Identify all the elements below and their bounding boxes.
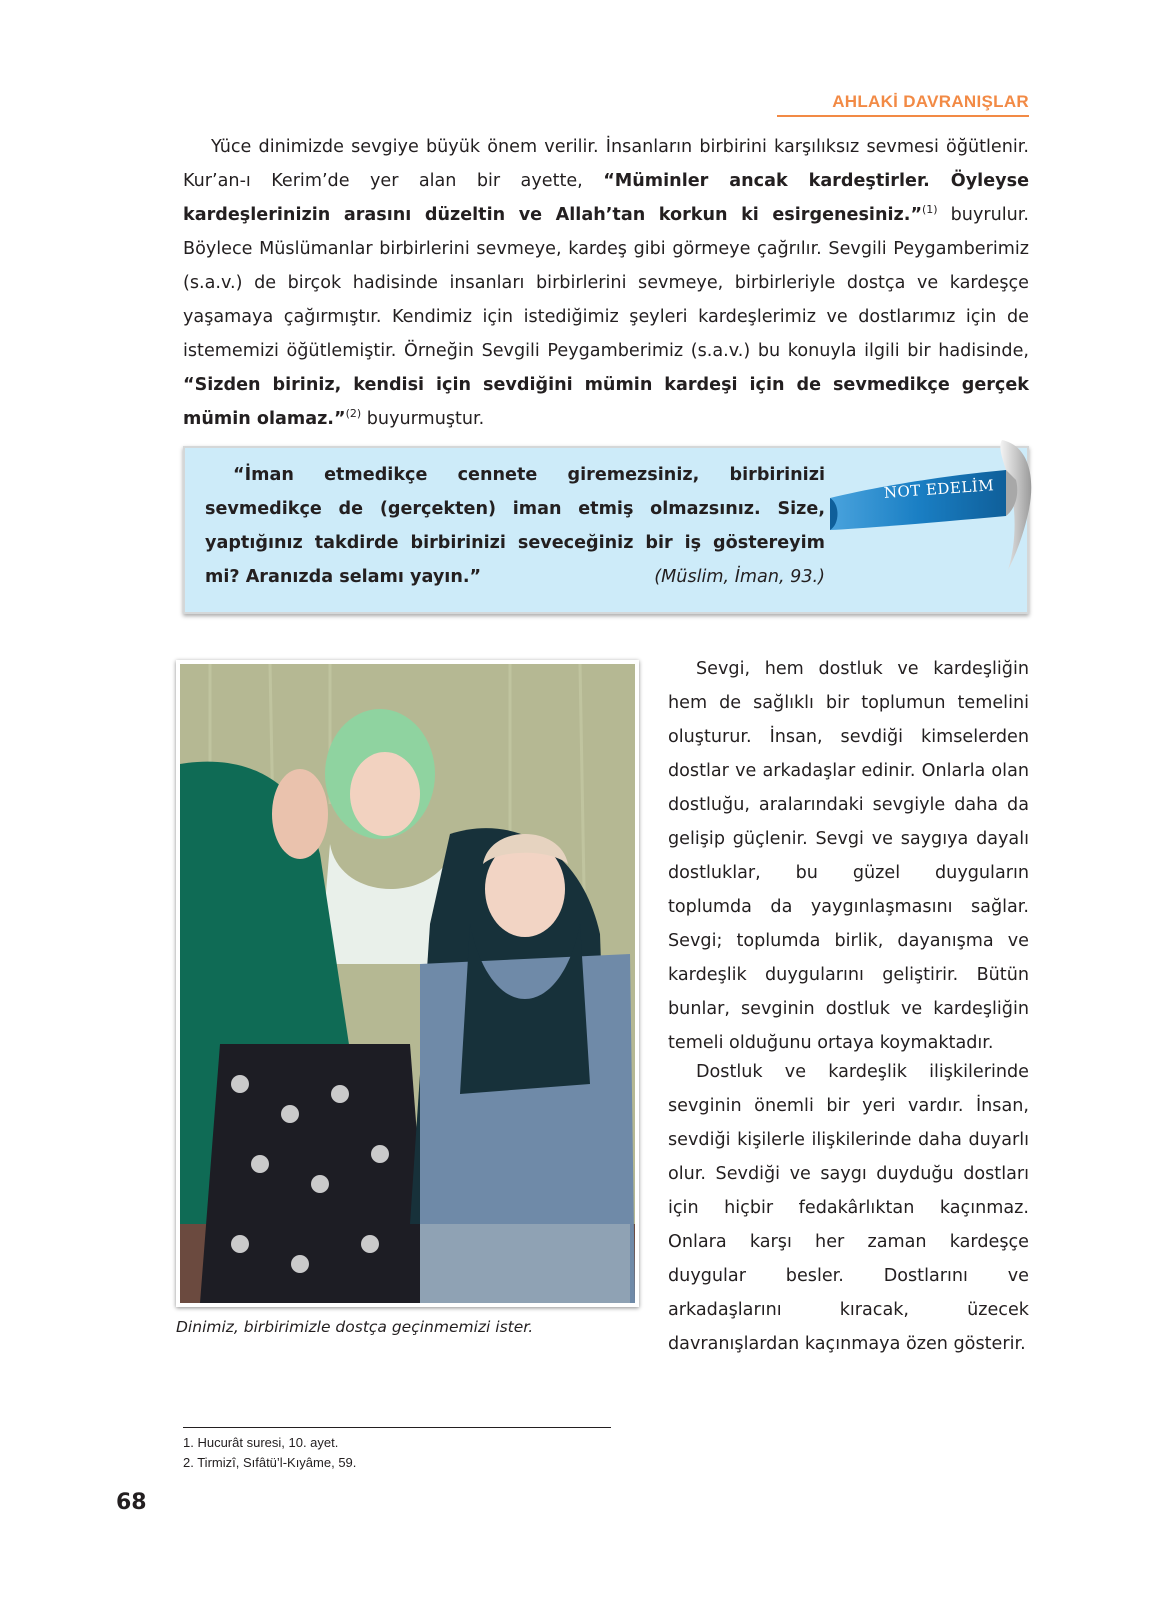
ribbon-banner-icon [830,440,1060,580]
footnote-1: 1. Hucurât suresi, 10. ayet. [183,1435,339,1450]
note-quote: “İman etmedikçe cennete giremezsiniz, birbirinizi sevmedikçe de (gerçekten) iman etmiş olmazsınız. Size, yaptığınız takdirde birbirinizi seveceğiniz bir iş göstereyim mi? Aranızda selamı yayın.” [205,465,825,587]
intro-text-1: Yüce dinimizde sevgiye büyük önem verilir. İnsanların birbirini karşılıksız sevmesi öğütlenir. Kur’an-ı Kerim’de yer alan bir ayette, [183,137,1029,191]
header-rule [777,115,1029,117]
ribbon-label: NOT EDELİM [883,476,995,502]
photo-caption: Dinimiz, birbirimizle dostça geçinmemizi ister. [176,1318,534,1336]
footnote-ref-1: (1) [922,203,938,217]
ayah-quote: “Müminler ancak kardeştirler. Öyleyse kardeşlerinizin arasını düzeltin ve Allah’tan korkun ki esirgenesiniz.” [183,171,1029,225]
intro-text-3: buyurmuştur. [361,409,485,429]
footnote-2: 2. Tirmizî, Sıfâtü’l-Kıyâme, 59. [183,1455,357,1470]
footnote-ref-2: (2) [345,407,362,421]
note-source: (Müslim, İman, 93.) [654,567,825,587]
section-header: AHLAKİ DAVRANIŞLAR [832,92,1029,111]
hadith-quote: “Sizden biriniz, kendisi için sevdiğini mümin kardeşi için de sevmedikçe gerçek mümin olamaz.” [183,375,1029,429]
footnote-rule [183,1427,611,1428]
intro-paragraph [183,130,1029,436]
photo-image-icon [180,664,635,1303]
footnotes [183,1433,356,1473]
photo [176,660,639,1307]
intro-text-2: buyrulur. Böylece Müslümanlar birbirlerini sevmeye, kardeş gibi görmeye çağrılır. Sevgili Peygamberimiz (s.a.v.) de birçok hadisinde insanları birbirlerini sevmeye, birbirleriyle dostça ve kardeşçe yaşamaya çağırmıştır. Kendimiz için istediğimiz şeyleri kardeşlerimiz ve dostlarımız için de istememizi öğütlemiştir. Örneğin Sevgili Peygamberimiz (s.a.v.) bu konuyla ilgili bir hadisinde, [183,205,1029,361]
right-paragraph-2: Dostluk ve kardeşlik ilişkilerinde sevginin önemli bir yeri vardır. İnsan, sevdiği kişilerle ilişkilerinde daha duyarlı olur. Sevdiği ve saygı duyduğu dostları için hiçbir fedakârlıktan kaçınmaz. Onlara karşı her zaman kardeşçe duygular besler. Dostlarını ve arkadaşlarını kıracak, üzecek davranışlardan kaçınmaya özen gösterir. [668,1062,1029,1354]
page-number: 68 [116,1490,147,1515]
right-paragraph-1: Sevgi, hem dostluk ve kardeşliğin hem de sağlıklı bir toplumun temelini oluşturur. İnsan, sevdiği kimselerden dostlar ve arkadaşlar edinir. Onlarla olan dostluğu, aralarındaki sevgiyle daha da gelişip güçlenir. Sevgi ve saygıya dayalı dostluklar, bu güzel duyguların toplumda da yaygınlaşmasını sağlar. Sevgi; toplumda birlik, dayanışma ve kardeşlik duygularını geliştirir. Bütün bunlar, sevginin dostluk ve kardeşliğin temeli olduğunu ortaya koymaktadır. [668,659,1029,1053]
